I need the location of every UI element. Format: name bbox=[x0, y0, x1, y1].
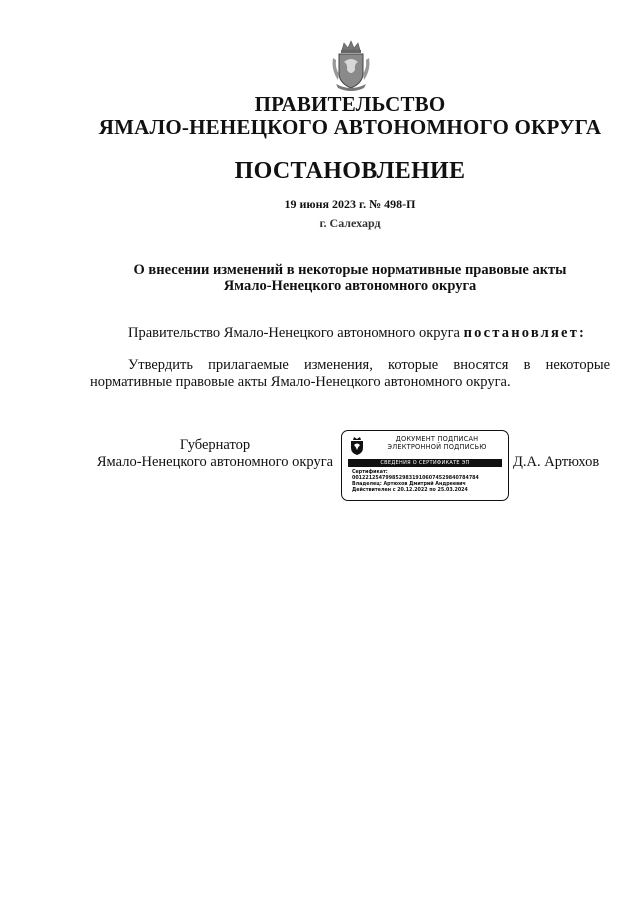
city-line: г. Салехард bbox=[319, 216, 381, 230]
stamp-certificate-bar: СВЕДЕНИЯ О СЕРТИФИКАТЕ ЭП bbox=[348, 459, 502, 467]
stamp-owner: Владелец: Артюхов Дмитрий Андреевич bbox=[352, 482, 466, 487]
stamp-cert-label: Сертификат: bbox=[352, 470, 388, 475]
stamp-title bbox=[370, 435, 504, 451]
subject-line-2: Ямало-Ненецкого автономного округа bbox=[223, 278, 477, 294]
document-type-heading: ПОСТАНОВЛЕНИЕ bbox=[234, 158, 466, 184]
resolution-body: Утвердить прилагаемые изменения, которые вносятся в некоторые нормативные правовые акты Ямало-Ненецкого автономного округа. bbox=[90, 357, 610, 390]
government-title: ПРАВИТЕЛЬСТВО bbox=[254, 92, 446, 116]
stamp-cert-number: 00122125479985298319106074529840784784 bbox=[352, 476, 479, 481]
stamp-emblem-icon bbox=[348, 436, 366, 456]
stamp-title-line-1: ДОКУМЕНТ ПОДПИСАН bbox=[395, 435, 479, 443]
signatory-role-line-1: Губернатор bbox=[179, 437, 251, 453]
signatory-role-line-2: Ямало-Ненецкого автономного округа bbox=[96, 454, 334, 470]
electronic-signature-stamp bbox=[341, 430, 509, 501]
resolution-keyword: постановляет: bbox=[463, 325, 587, 341]
signatory-role bbox=[90, 437, 340, 471]
date-and-number: 19 июня 2023 г. № 498-П bbox=[284, 197, 416, 211]
signatory-name: Д.А. Артюхов bbox=[513, 454, 600, 470]
government-region: ЯМАЛО-НЕНЕЦКОГО АВТОНОМНОГО ОКРУГА bbox=[98, 115, 602, 139]
document-subject bbox=[90, 262, 610, 294]
stamp-certificate-info bbox=[352, 470, 506, 494]
coat-of-arms-icon bbox=[330, 40, 372, 92]
stamp-title-line-2: ЭЛЕКТРОННОЙ ПОДПИСЬЮ bbox=[387, 443, 487, 451]
subject-line-1: О внесении изменений в некоторые нормативные правовые акты bbox=[133, 262, 567, 278]
resolution-intro bbox=[90, 325, 610, 341]
stamp-validity: Действителен с 20.12.2022 по 25.03.2024 bbox=[352, 488, 468, 493]
resolution-intro-lead: Правительство Ямало-Ненецкого автономного округа bbox=[128, 325, 464, 341]
